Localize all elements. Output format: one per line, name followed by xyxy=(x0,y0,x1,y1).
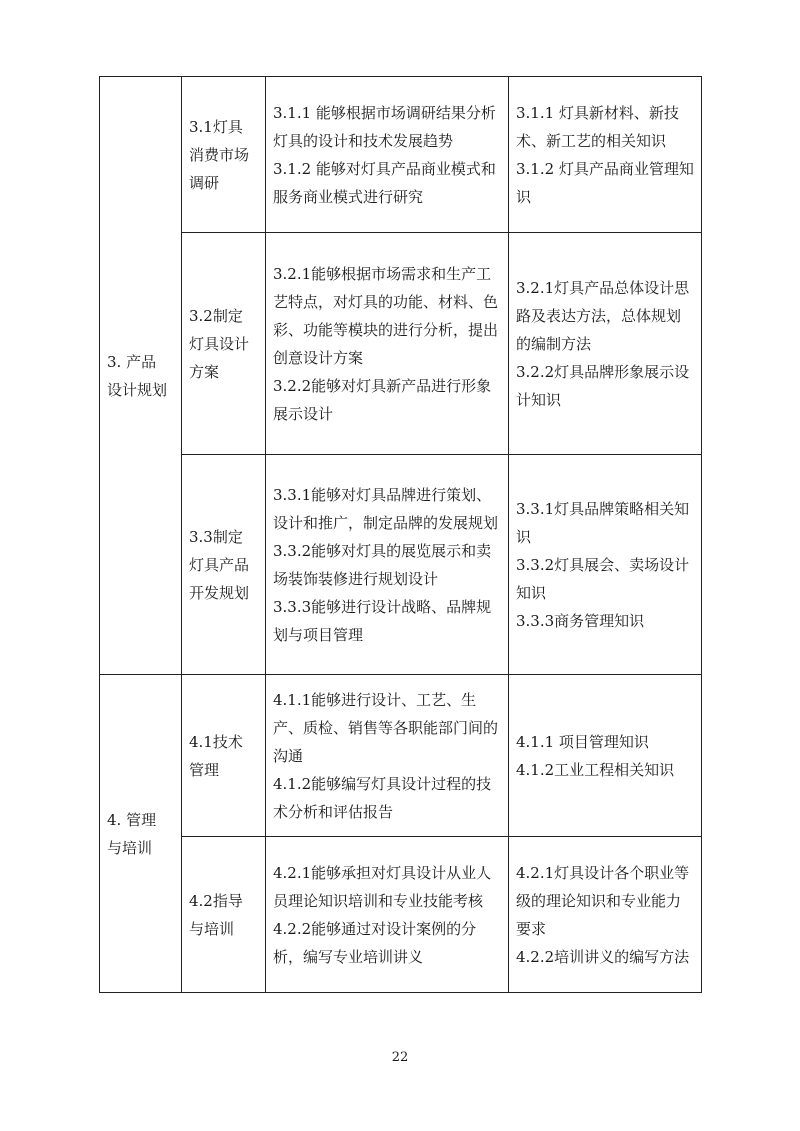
table-row xyxy=(100,233,702,455)
knowledge-item: 3.2.1灯具产品总体设计思路及表达方法，总体规划的编制方法 xyxy=(516,278,690,353)
related-knowledge-cell xyxy=(509,455,702,675)
skill-item: 3.1.1 能够根据市场调研结果分析灯具的设计和技术发展趋势 xyxy=(273,103,496,150)
skill-item: 3.3.2能够对灯具的展览展示和卖场装饰装修进行规划设计 xyxy=(273,541,492,588)
skill-item: 4.2.2能够通过对设计案例的分析，编写专业培训讲义 xyxy=(273,919,477,966)
work-content-cell: 3.1灯具 消费市场 调研 xyxy=(182,77,266,233)
skill-item: 3.3.3能够进行设计战略、品牌规划与项目管理 xyxy=(273,597,492,644)
knowledge-item: 3.3.1灯具品牌策略相关知识 xyxy=(516,499,690,546)
table-row xyxy=(100,77,702,233)
work-content-cell: 3.2制定 灯具设计 方案 xyxy=(182,233,266,455)
skill-item: 4.1.2能够编写灯具设计过程的技术分析和评估报告 xyxy=(273,774,492,821)
function-cell-4: 4. 管理 与培训 xyxy=(100,675,182,993)
skill-item: 4.2.1能够承担对灯具设计从业人员理论知识培训和专业技能考核 xyxy=(273,863,492,910)
related-knowledge-cell xyxy=(509,233,702,455)
work-content-cell: 4.1技术 管理 xyxy=(182,675,266,837)
skill-requirements-cell xyxy=(266,675,509,837)
skill-item: 3.1.2 能够对灯具产品商业模式和服务商业模式进行研究 xyxy=(273,159,496,206)
skill-item: 3.3.1能够对灯具品牌进行策划、设计和推广，制定品牌的发展规划 xyxy=(273,485,499,532)
knowledge-item: 4.2.1灯具设计各个职业等级的理论知识和专业能力要求 xyxy=(516,863,690,938)
table-row xyxy=(100,675,702,837)
table-row xyxy=(100,837,702,993)
page-number: 22 xyxy=(391,1050,409,1065)
related-knowledge-cell xyxy=(509,77,702,233)
skill-requirements-cell xyxy=(266,233,509,455)
skill-requirements-cell xyxy=(266,455,509,675)
knowledge-item: 3.2.2灯具品牌形象展示设计知识 xyxy=(516,362,690,409)
table-row xyxy=(100,455,702,675)
related-knowledge-cell xyxy=(509,837,702,993)
skills-table xyxy=(99,76,702,993)
knowledge-item: 3.3.3商务管理知识 xyxy=(516,611,645,630)
knowledge-item: 3.3.2灯具展会、卖场设计知识 xyxy=(516,555,690,602)
knowledge-item: 4.2.2培训讲义的编写方法 xyxy=(516,947,690,966)
skill-item: 4.1.1能够进行设计、工艺、生产、质检、销售等各职能部门间的沟通 xyxy=(273,690,499,765)
skill-requirements-cell xyxy=(266,837,509,993)
knowledge-item: 4.1.1 项目管理知识 xyxy=(516,732,649,751)
knowledge-item: 3.1.2 灯具产品商业管理知识 xyxy=(516,159,694,206)
skill-requirements-cell xyxy=(266,77,509,233)
work-content-cell: 3.3制定 灯具产品 开发规划 xyxy=(182,455,266,675)
work-content-cell: 4.2指导 与培训 xyxy=(182,837,266,993)
knowledge-item: 3.1.1 灯具新材料、新技术、新工艺的相关知识 xyxy=(516,103,679,150)
knowledge-item: 4.1.2工业工程相关知识 xyxy=(516,760,675,779)
related-knowledge-cell xyxy=(509,675,702,837)
skill-item: 3.2.1能够根据市场需求和生产工艺特点，对灯具的功能、材料、色彩、功能等模块的进行分析，提出创意设计方案 xyxy=(273,264,499,367)
function-cell-3: 3. 产品 设计规划 xyxy=(100,77,182,675)
skill-item: 3.2.2能够对灯具新产品进行形象展示设计 xyxy=(273,376,492,423)
